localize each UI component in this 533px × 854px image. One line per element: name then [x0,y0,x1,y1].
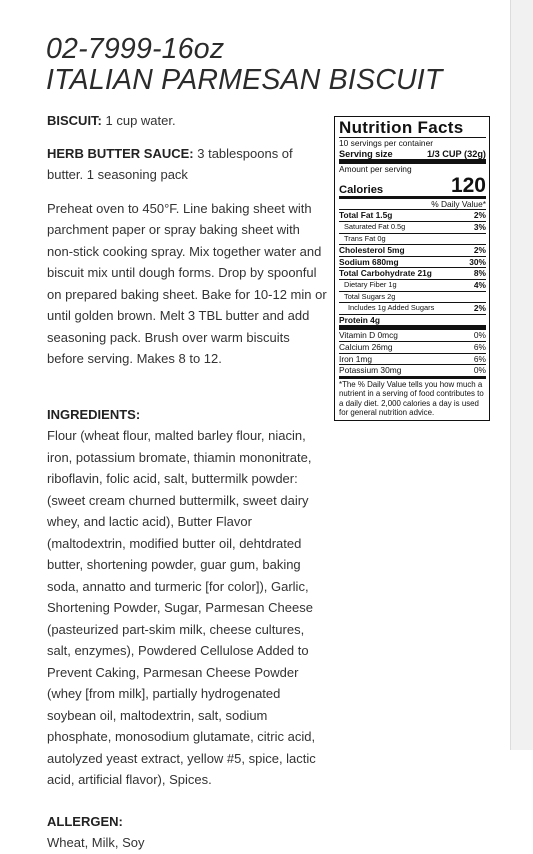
herb-butter-line [47,143,327,186]
product-code: 02-7999-16oz [46,33,225,65]
nutrient-row-saturated-fat [339,222,486,233]
nutrient-label: Calcium 26mg [339,341,393,352]
nutrient-row-iron [339,354,486,365]
nutrient-row-sodium [339,257,486,268]
nutrient-dv: 6% [473,341,486,352]
nutrient-row-total-fat [339,210,486,221]
herb-butter-text: 3 tablespoons of butter. 1 seasoning pack [47,145,293,182]
nutrient-row-trans-fat [339,234,486,245]
allergen-label: ALLERGEN: [47,813,123,829]
page-edge-strip [510,0,533,750]
product-name: ITALIAN PARMESAN BISCUIT [46,64,443,96]
nutrient-label: Includes 1g Added Sugars [348,303,435,313]
nutrition-facts-panel [334,116,490,421]
serving-size-row [339,149,486,160]
serving-size-value: 1/3 CUP (32g) [426,148,486,159]
nutrient-label: Sodium 680mg [339,256,399,267]
page-title [46,34,486,96]
nutrient-label: Total Fat 1.5g [339,210,393,221]
daily-value-header: % Daily Value* [431,198,486,209]
biscuit-text: 1 cup water. [101,113,176,128]
nutrient-row-potassium [339,365,486,376]
nutrient-dv: 2% [473,210,486,221]
serving-size-label: Serving size [339,148,393,159]
nutrient-dv: 8% [473,268,486,279]
herb-butter-label: HERB BUTTER SAUCE: [47,145,194,161]
nutrient-label: Protein 4g [339,314,380,325]
nutrient-dv: 30% [469,256,486,267]
ingredients-text: Flour (wheat flour, malted barley flour, niacin, iron, potassium bromate, thiamin mononitrate, riboflavin, folic acid, salt, buttermilk powder: (sweet cream churned buttermilk, sweet dairy whey, and lactic acid), Butter Flavor (maltodextrin, modified butter oil, dehtdrated butter, shortening powder, guar gum, baking soda, annatto and turmeric [for color]), Garlic, Shortening Powder, Sugar, Parmesan Cheese (pasteurized part-skim milk, cheese cultures, salt, enzymes), Powdered Cellulose Added to Prevent Caking, Parmesan Cheese Powder (whey [from milk], partially hydrogenated soybean oil, maltodextrin, salt, sodium phosphate, monosodium glutamate, citric acid, autolyzed yeast extract, yellow #5, spice, lactic acid, artificial flavor), Spices. [47,428,316,787]
nutrient-row-dietary-fiber [339,280,486,291]
nutrient-label: Cholesterol 5mg [339,245,405,256]
nutrition-facts-title: Nutrition Facts [339,118,464,137]
calories-label: Calories [339,183,384,196]
instructions-column [47,110,327,854]
nutrient-dv: 3% [473,221,486,232]
nutrient-label: Dietary Fiber 1g [344,279,397,289]
ingredients-label: INGREDIENTS: [47,406,141,422]
nutrient-label: Potassium 30mg [339,365,402,376]
nutrient-row-added-sugars [339,303,486,314]
nutrient-label: Vitamin D 0mcg [339,330,398,341]
nutrient-row-total-sugars [339,292,486,303]
amount-per-serving: Amount per serving [339,164,412,175]
nutrient-row-total-carbohydrate [339,268,486,279]
nutrient-row-calcium [339,342,486,353]
directions-paragraph: Preheat oven to 450°F. Line baking sheet with parchment paper or spray baking sheet with non-stick cooking spray. Mix together water and biscuit mix until dough forms. Drop by spoonful on prepared baking sheet. Bake for 10-12 min or until golden brown. Melt 3 TBL butter and add seasoning pack. Brush over warm biscuits before serving. Makes 8 to 12. [47,200,327,366]
nutrient-label: Saturated Fat 0.5g [344,221,406,231]
biscuit-label: BISCUIT: [47,113,102,128]
daily-value-footnote: *The % Daily Value tells you how much a nutrient in a serving of food contributes to a daily diet. 2,000 calories a day is used for general nutrition advice. [339,379,484,417]
servings-per-container: 10 servings per container [339,138,434,148]
nutrient-dv: 2% [473,303,486,314]
calories-value: 120 [450,173,486,197]
nutrient-label: Iron 1mg [339,353,373,364]
allergen-text: Wheat, Milk, Soy [47,835,145,850]
nutrient-dv: 6% [473,353,486,364]
nutrient-row-cholesterol [339,245,486,256]
biscuit-line [47,110,327,132]
nutrient-row-protein [339,315,486,326]
allergen-heading [47,811,327,833]
nutrient-label: Total Carbohydrate 21g [339,268,432,279]
nutrient-dv: 0% [473,365,486,376]
nutrient-label: Total Sugars 2g [344,291,396,301]
calories-row [339,175,486,196]
nutrient-label: Trans Fat 0g [344,233,386,243]
nutrient-dv: 4% [473,279,486,290]
nutrient-dv: 2% [473,245,486,256]
nutrient-dv: 0% [473,330,486,341]
ingredients-heading [47,404,327,426]
nutrient-row-vitamin-d [339,330,486,341]
